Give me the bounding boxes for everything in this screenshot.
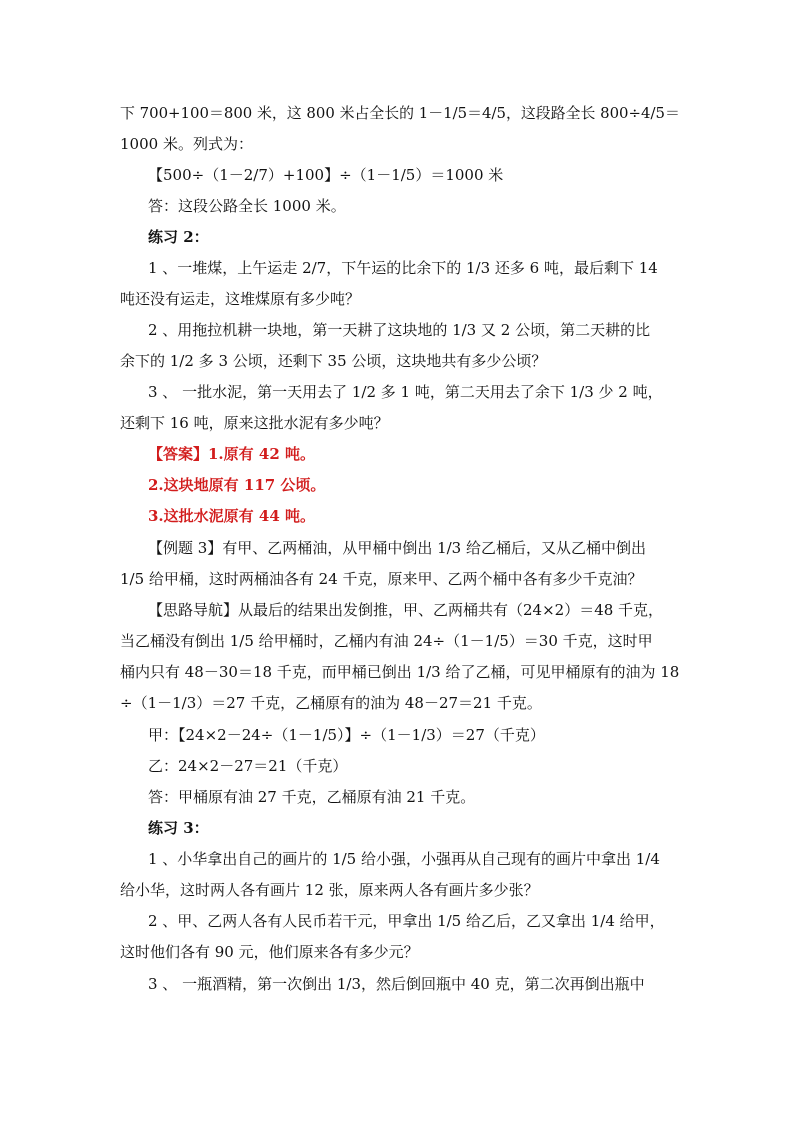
exercise-line: 还剩下 16 吨，原来这批水泥有多少吨？: [120, 414, 389, 432]
text-line: 下 700+100＝800 米，这 800 米占全长的 1－1/5＝4/5，这段路全长 800÷4/5＝: [120, 104, 680, 122]
exercise-line: 1 、一堆煤，上午运走 2/7，下午运的比余下的 1/3 还多 6 吨，最后剩下 14: [148, 259, 658, 277]
reasoning-line: 当乙桶没有倒出 1/5 给甲桶时，乙桶内有油 24÷（1－1/5）＝30 千克，这时甲: [120, 632, 653, 650]
example-line: 1/5 给甲桶，这时两桶油各有 24 千克，原来甲、乙两个桶中各有多少千克油？: [120, 570, 643, 588]
answer-line: 答：这段公路全长 1000 米。: [148, 197, 346, 215]
formula-line: 【500÷（1－2/7）+100】÷（1－1/5）＝1000 米: [148, 166, 504, 184]
answer-key-line: 2.这块地原有 117 公顷。: [148, 476, 326, 494]
formula-line: 乙：24×2－27＝21（千克）: [148, 757, 348, 775]
reasoning-line: ÷（1－1/3）＝27 千克，乙桶原有的油为 48－27＝21 千克。: [120, 694, 542, 712]
answer-key-line: 3.这批水泥原有 44 吨。: [148, 507, 315, 525]
exercise-line: 3 、 一批水泥，第一天用去了 1/2 多 1 吨，第二天用去了余下 1/3 少 2 吨，: [148, 383, 663, 401]
formula-line: 甲：【24×2－24÷（1－1/5）】÷（1－1/3）＝27（千克）: [148, 726, 545, 744]
example-line: 【例题 3】有甲、乙两桶油，从甲桶中倒出 1/3 给乙桶后，又从乙桶中倒出: [148, 539, 646, 557]
exercise-line: 给小华，这时两人各有画片 12 张，原来两人各有画片多少张？: [120, 881, 539, 899]
text-line: 1000 米。列式为：: [120, 135, 253, 153]
reasoning-line: 桶内只有 48－30＝18 千克，而甲桶已倒出 1/3 给了乙桶，可见甲桶原有的油为 18: [120, 663, 680, 681]
exercise-line: 3 、 一瓶酒精，第一次倒出 1/3，然后倒回瓶中 40 克，第二次再倒出瓶中: [148, 975, 645, 993]
exercise-line: 余下的 1/2 多 3 公顷，还剩下 35 公顷，这块地共有多少公顷？: [120, 352, 547, 370]
section-heading: 练习 3：: [148, 819, 209, 837]
exercise-line: 1 、小华拿出自己的画片的 1/5 给小强，小强再从自己现有的画片中拿出 1/4: [148, 850, 660, 868]
exercise-line: 这时他们各有 90 元，他们原来各有多少元？: [120, 943, 419, 961]
exercise-line: 2 、甲、乙两人各有人民币若干元，甲拿出 1/5 给乙后，乙又拿出 1/4 给甲，: [148, 912, 665, 930]
exercise-line: 2 、用拖拉机耕一块地，第一天耕了这块地的 1/3 又 2 公顷，第二天耕的比: [148, 321, 651, 339]
reasoning-line: 【思路导航】从最后的结果出发倒推，甲、乙两桶共有（24×2）＝48 千克，: [148, 601, 664, 619]
answer-key-line: 【答案】1.原有 42 吨。: [148, 445, 315, 463]
section-heading: 练习 2：: [148, 228, 209, 246]
answer-line: 答：甲桶原有油 27 千克，乙桶原有油 21 千克。: [148, 788, 476, 806]
exercise-line: 吨还没有运走，这堆煤原有多少吨？: [120, 290, 361, 308]
